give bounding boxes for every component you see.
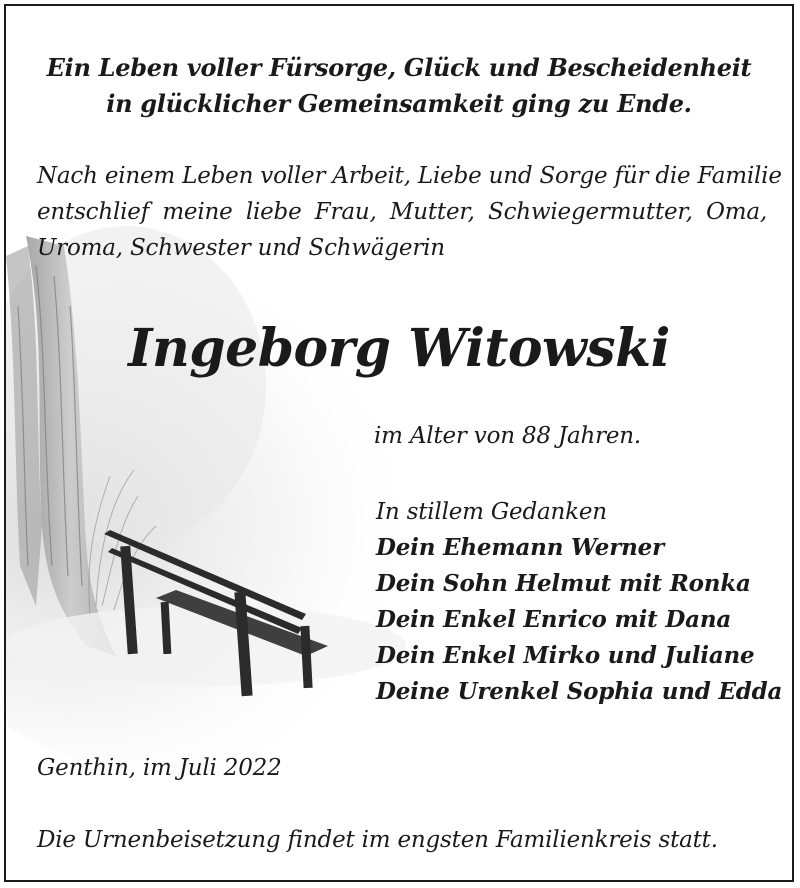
mourner-line: Dein Sohn Helmut mit Ronka xyxy=(376,570,751,597)
mourners-lead: In stillem Gedanken xyxy=(376,499,607,525)
deceased-name: Ingeborg Witowski xyxy=(128,318,670,379)
funeral-notice: Die Urnenbeisetzung findet im engsten Familienkreis statt. xyxy=(37,827,718,853)
mourner-line: Dein Enkel Enrico mit Dana xyxy=(376,606,732,633)
intro-paragraph xyxy=(37,158,782,266)
intro-line-1: Nach einem Leben voller Arbeit, Liebe und Sorge für die Familie xyxy=(37,163,782,189)
place-date: Genthin, im Juli 2022 xyxy=(37,755,282,781)
mourner-line: Dein Enkel Mirko und Juliane xyxy=(376,642,755,669)
mourner-line: Dein Ehemann Werner xyxy=(376,534,665,561)
mourners-block xyxy=(376,494,782,710)
motto-line-1: Ein Leben voller Fürsorge, Glück und Bescheidenheit xyxy=(46,53,752,82)
intro-line-3: Uroma, Schwester und Schwägerin xyxy=(37,235,445,261)
mourner-line: Deine Urenkel Sophia und Edda xyxy=(376,678,783,705)
intro-line-2: entschlief meine liebe Frau, Mutter, Schwiegermutter, Oma, xyxy=(37,199,767,225)
motto-line-2: in glücklicher Gemeinsamkeit ging zu Ende. xyxy=(106,89,692,118)
motto xyxy=(6,50,792,122)
age-text: im Alter von 88 Jahren. xyxy=(374,423,642,449)
obituary-card xyxy=(4,4,794,882)
